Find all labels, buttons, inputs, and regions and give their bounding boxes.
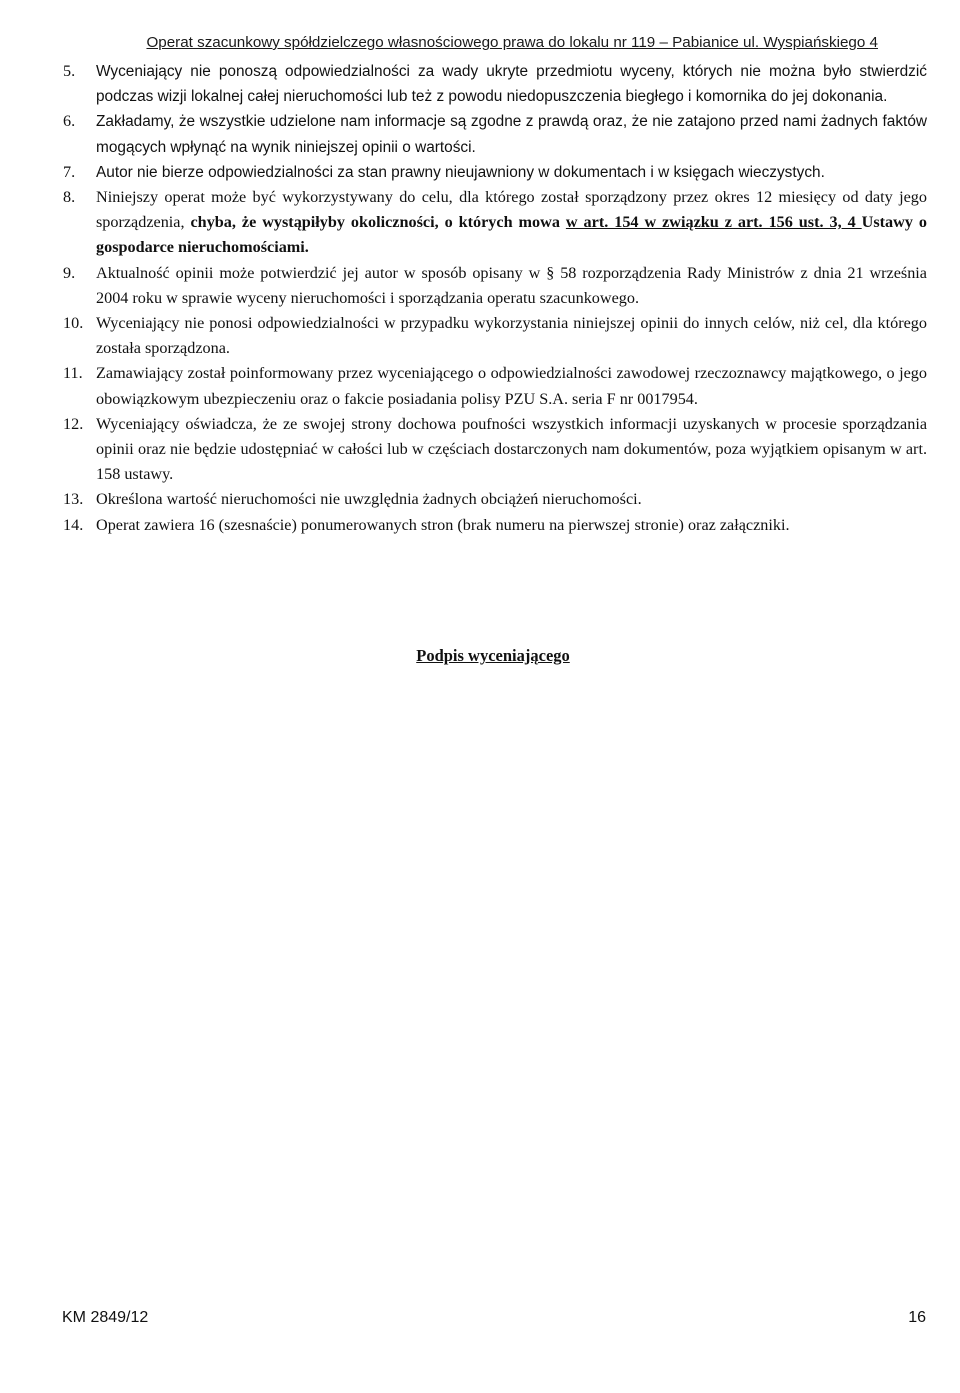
list-item [63,185,927,261]
item-text: Aktualność opinii może potwierdzić jej autor w sposób opisany w § 58 rozporządzenia Rady Ministrów z dnia 21 września 2004 roku w sprawie wyceny nieruchomości i sporządzania operatu szacunkowego. [96,263,927,307]
list-item [63,109,927,159]
signature-label: Podpis wyceniającego [416,646,570,665]
item-text: Zakładamy, że wszystkie udzielone nam informacje są zgodne z prawdą oraz, że nie zatajono przed nami żadnych faktów mogących wpłynąć na wynik niniejszej opinii o wartości. [96,113,927,156]
page-number: 16 [908,1309,926,1326]
item-number: 8. [63,188,76,207]
list-item [63,361,927,411]
item-text-bold: Ustawy o gospodarce nieruchomościami. [96,213,927,257]
item-text-part: Niniejszy operat może być wykorzystywany do celu, dla którego został sporządzony przez okres 12 miesięcy od daty jego sporządzenia, [96,188,927,232]
item-text: Autor nie bierze odpowiedzialności za stan prawny nieujawniony w dokumentach i w księgach wieczystych. [96,163,825,181]
item-number: 10. [63,314,84,333]
item-number: 9. [63,263,76,282]
item-number: 6. [63,112,76,131]
item-text: Wyceniający nie ponosi odpowiedzialności w przypadku wykorzystania niniejszej opinii do innych celów, niż cel, dla którego została sporządzona. [96,314,927,358]
item-text-bold-underlined: w art. 154 w związku z art. 156 ust. 3, 4 [565,213,862,232]
list-item [63,311,927,361]
list-item [63,261,927,311]
list-item [63,412,927,488]
list-item [63,487,927,512]
item-text: Wyceniający nie ponoszą odpowiedzialności za wady ukryte przedmiotu wyceny, których nie można było stwierdzić podczas wizji lokalnej całej nieruchomości lub też z powodu niedopuszczenia biegłego i komornika do jej dokonania. [96,63,927,106]
list-item [63,513,927,538]
item-number: 14. [63,515,84,534]
item-text: Wyceniający oświadcza, że ze swojej strony dochowa poufności wszystkich informacji uzyskanych w procesie sporządzania opinii oraz nie będzie udostępniać w całości lub w częściach dostarczonych nam dokumentów, poza wyjątkiem opisanym w art. 158 ustawy. [96,414,927,484]
item-text: Operat zawiera 16 (szesnaście) ponumerowanych stron (brak numeru na pierwszej stronie) oraz załączniki. [96,515,790,534]
item-number: 13. [63,490,84,509]
item-text: Zamawiający został poinformowany przez wyceniającego o odpowiedzialności zawodowej rzeczoznawcy majątkowego, o jego obowiązkowym ubezpieczeniu oraz o fakcie posiadania polisy PZU S.A. seria F nr 0017954. [96,364,927,408]
list-item [63,160,927,185]
item-number: 7. [63,162,76,181]
item-number: 5. [63,62,76,80]
list-item [63,59,927,109]
terms-list [63,59,927,538]
page-header: Operat szacunkowy spółdzielczego własnościowego prawa do lokalu nr 119 – Pabianice ul. Wyspiańskiego 4 [146,34,878,51]
item-text [96,185,927,261]
item-text: Określona wartość nieruchomości nie uwzględnia żadnych obciążeń nieruchomości. [96,490,642,509]
item-number: 11. [63,364,83,383]
item-number: 12. [63,414,84,433]
footer-reference: KM 2849/12 [62,1309,149,1326]
item-text-bold: chyba, że wystąpiłyby okoliczności, o których mowa [190,213,566,232]
